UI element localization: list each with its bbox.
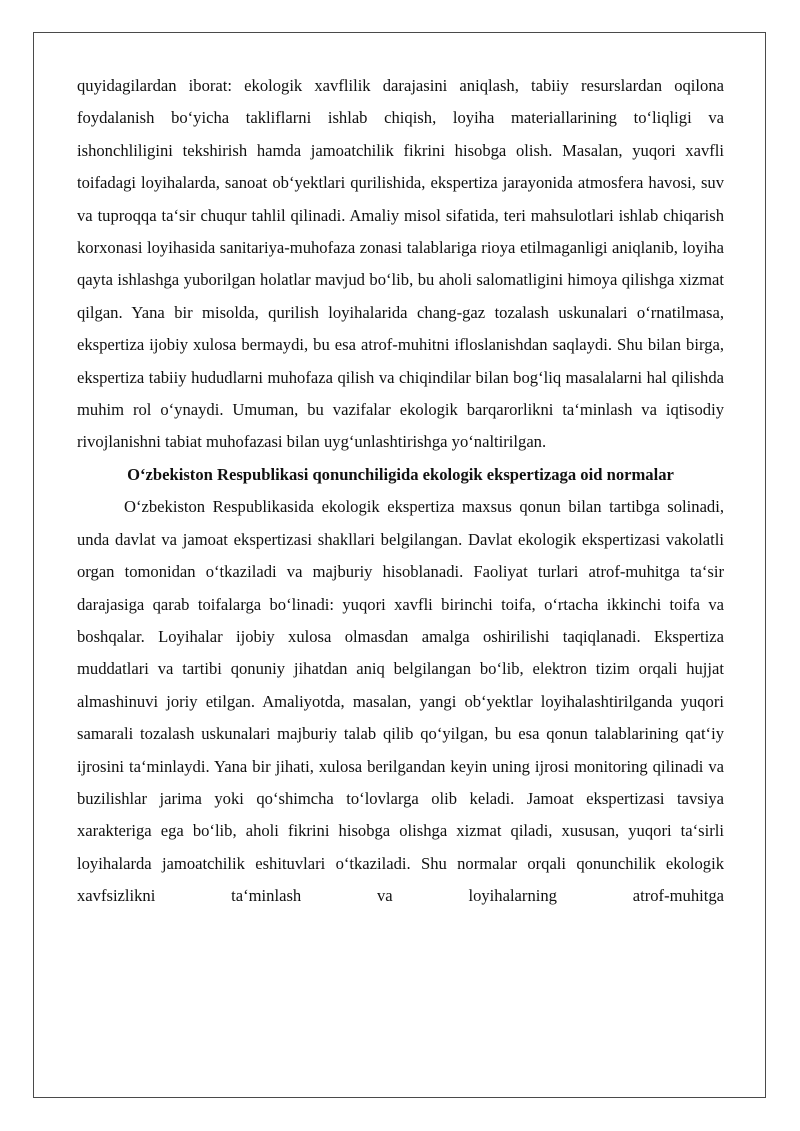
section-heading: O‘zbekiston Respublikasi qonunchiligida ekologik ekspertizaga oid normalar <box>127 464 674 484</box>
paragraph-1: quyidagilardan iborat: ekologik xavflilik darajasini aniqlash, tabiiy resurslardan oqilona foydalanish bo‘yicha takliflarni ishlab chiqish, loyiha materiallarining to‘liqligi va ishonchliligini tekshirish hamda jamoatchilik fikrini hisobga olish. Masalan, yuqori xavfli toifadagi loyihalarda, sanoat ob‘yektlari qurilishida, ekspertiza jarayonida atmosfera havosi, suv va tuproqqa ta‘sir chuqur tahlil qilinadi. Amaliy misol sifatida, teri mahsulotlari ishlab chiqarish korxonasi loyihasida sanitariya-muhofaza zonasi talablariga rioya etilmaganligi aniqlanib, loyiha qayta ishlashga yuborilgan holatlar mavjud bo‘lib, bu aholi salomatligini himoya qilishga xizmat qilgan. Yana bir misolda, qurilish loyihalarida chang-gaz tozalash uskunalari o‘rnatilmasa, ekspertiza ijobiy xulosa bermaydi, bu esa atrof-muhitni ifloslanishdan saqlaydi. Shu bilan birga, ekspertiza tabiiy hududlarni muhofaza qilish va chiqindilar bilan bog‘liq masalalarni hal qilishda muhim rol o‘ynaydi. Umuman, bu vazifalar ekologik barqarorlikni ta‘minlash va iqtisodiy rivojlanishni tabiat muhofazasi bilan uyg‘unlashtirishga yo‘naltirilgan. <box>77 76 724 452</box>
document-body <box>77 70 724 913</box>
paragraph-2: O‘zbekiston Respublikasida ekologik ekspertiza maxsus qonun bilan tartibga solinadi, unda davlat va jamoat ekspertizasi shakllari belgilangan. Davlat ekologik ekspertizasi vakolatli organ tomonidan o‘tkaziladi va majburiy hisoblanadi. Faoliyat turlari atrof-muhitga ta‘sir darajasiga qarab toifalarga bo‘linadi: yuqori xavfli birinchi toifa, o‘rtacha ikkinchi toifa va boshqalar. Loyihalar ijobiy xulosa olmasdan amalga oshirilishi taqiqlanadi. Ekspertiza muddatlari va tartibi qonuniy jihatdan aniq belgilangan bo‘lib, elektron tizim orqali hujjat almashinuvi joriy etilgan. Amaliyotda, masalan, yangi ob‘yektlar loyihalashtirilganda yuqori samarali tozalash uskunalari majburiy talab qilib qo‘yilgan, bu esa qonun talablarining qat‘iy ijrosini ta‘minlaydi. Yana bir jihati, xulosa berilgandan keyin uning ijrosi monitoring qilinadi va buzilishlar jarima yoki qo‘shimcha to‘lovlarga olib keladi. Jamoat ekspertizasi tavsiya xarakteriga ega bo‘lib, aholi fikrini hisobga olishga xizmat qiladi, xususan, yuqori ta‘sirli loyihalarda jamoatchilik eshituvlari o‘tkaziladi. Shu normalar orqali qonunchilik ekologik xavfsizlikni ta‘minlash va loyihalarning atrof-muhitga <box>77 497 724 906</box>
